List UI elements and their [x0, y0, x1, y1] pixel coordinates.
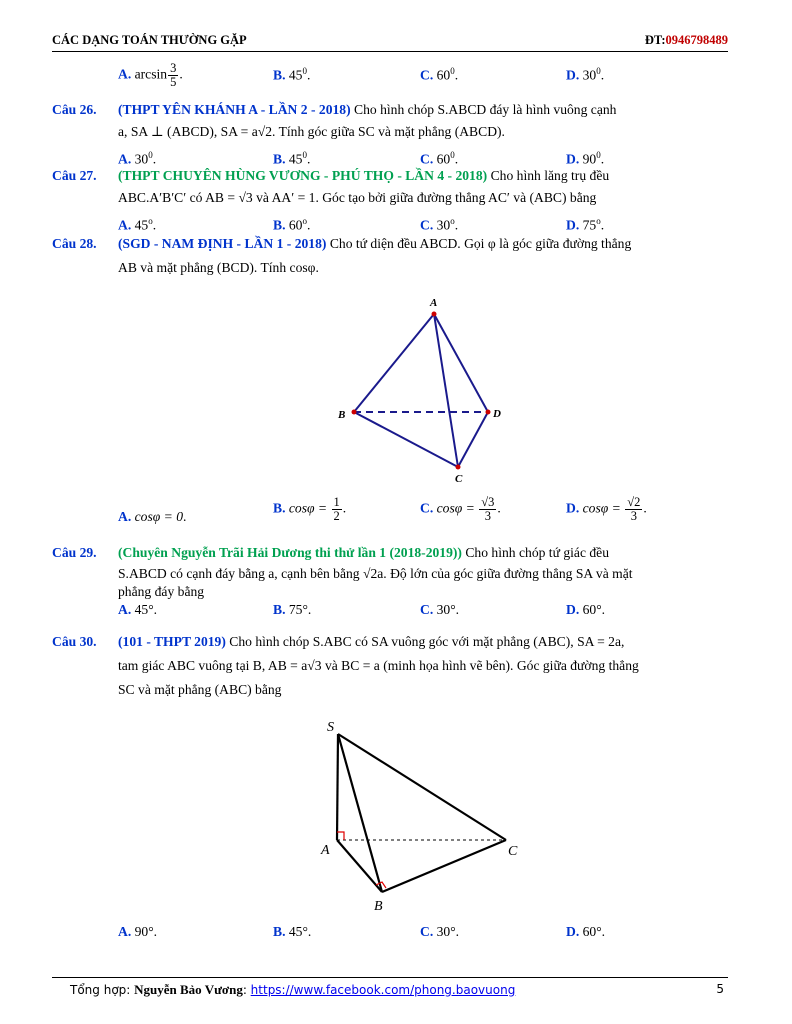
q29-option-c: C. 30°. [420, 602, 460, 617]
q28-option-a: A. cosφ = 0. [118, 509, 187, 524]
facebook-link[interactable]: https://www.facebook.com/phong.baovuong [250, 983, 516, 997]
q29-line2: S.ABCD có cạnh đáy bằng a, cạnh bên bằng √2a. Độ lớn của góc giữa đường thẳng SA và mặt [118, 566, 633, 581]
header-title: CÁC DẠNG TOÁN THƯỜNG GẶP [52, 33, 247, 47]
page-number: 5 [716, 982, 724, 996]
q27-line2: ABC.A′B′C′ có AB = √3 và AA′ = 1. Góc tạo bởi giữa đường thẳng AC′ và (ABC) bằng [118, 190, 597, 205]
label-s: S [327, 720, 334, 735]
q28-option-b: B. cosφ = $\frac{1}{2}$ . [273, 495, 347, 523]
footer-credit: Tổng hợp: Nguyễn Bảo Vương: https://www.facebook.com/phong.baovuong [70, 982, 516, 997]
q30-pyramid-figure [310, 712, 530, 912]
q30-label: Câu 30. [52, 634, 97, 649]
q25-option-c: C. $60^0$. [420, 66, 459, 83]
label-b: B [338, 409, 346, 421]
q28-option-c: C. cosφ = $\frac{√3}{3}$ . [420, 495, 501, 523]
edge-sa [337, 734, 338, 840]
q27-label: Câu 27. [52, 168, 97, 183]
q29-line1: (Chuyên Nguyễn Trãi Hải Dương thi thử lần 1 (2018-2019)) Cho hình chóp tứ giác đều [118, 545, 610, 560]
q29-line3: phẳng đáy bằng [118, 584, 205, 599]
q25-option-d: D. $30^0$. [566, 66, 605, 83]
q27-option-d: D. 75$^o$. [566, 216, 605, 233]
q26-line2: a, SA ⊥ (ABCD), SA = a√2. Tính góc giữa SC và mặt phẳng (ABCD). [118, 124, 505, 139]
q27-option-a: A. 45$^o$. [118, 216, 157, 233]
q30-option-c: C. 30°. [420, 924, 460, 939]
vertex-d [486, 410, 491, 415]
q28-tetrahedron-figure [330, 292, 510, 484]
q28-line1: (SGD - NAM ĐỊNH - LẦN 1 - 2018) Cho tứ diện đều ABCD. Gọi φ là góc giữa đường thẳng [118, 236, 632, 251]
q27-line1: (THPT CHUYÊN HÙNG VƯƠNG - PHÚ THỌ - LẦN 4 - 2018) Cho hình lăng trụ đều [118, 168, 610, 183]
q27-option-b: B. 60$^o$. [273, 216, 311, 233]
vertex-b [352, 410, 357, 415]
q29-label: Câu 29. [52, 545, 97, 560]
page-header [52, 30, 728, 52]
q26-option-a: A. $30^0$. [118, 150, 157, 167]
q29-option-b: B. 75°. [273, 602, 312, 617]
q30-option-b: B. 45°. [273, 924, 312, 939]
q30-line2: tam giác ABC vuông tại B, AB = a√3 và BC = a (minh họa hình vẽ bên). Góc giữa đường thẳng [118, 658, 639, 673]
edge-bc [382, 840, 506, 892]
q26-option-c: C. $60^0$. [420, 150, 459, 167]
q25-option-b: B. $45^0$. [273, 66, 311, 83]
q28-line2: AB và mặt phẳng (BCD). Tính cosφ. [118, 260, 319, 275]
q28-label: Câu 28. [52, 236, 97, 251]
label-c: C [508, 844, 518, 859]
vertex-c [456, 465, 461, 470]
q30-option-a: A. 90°. [118, 924, 158, 939]
label-c: C [455, 473, 463, 484]
label-d: D [493, 408, 501, 420]
q25-option-a: A. arcsin $\frac{3}{5}$ . [118, 61, 183, 89]
q26-label: Câu 26. [52, 102, 97, 117]
q26-option-b: B. $45^0$. [273, 150, 311, 167]
page-footer [52, 977, 728, 1001]
label-a: A [430, 297, 438, 309]
vertex-a [432, 312, 437, 317]
q30-line1: (101 - THPT 2019) Cho hình chóp S.ABC có SA vuông góc với mặt phẳng (ABC), SA = 2a, [118, 634, 625, 649]
label-b: B [374, 899, 383, 912]
q27-option-c: C. 30$^o$. [420, 216, 459, 233]
q30-option-d: D. 60°. [566, 924, 606, 939]
q28-option-d: D. cosφ = $\frac{√2}{3}$ . [566, 495, 647, 523]
q29-option-a: A. 45°. [118, 602, 158, 617]
q26-line1: (THPT YÊN KHÁNH A - LẦN 2 - 2018) Cho hình chóp S.ABCD đáy là hình vuông cạnh [118, 102, 617, 117]
q26-option-d: D. $90^0$. [566, 150, 605, 167]
header-phone: ĐT:0946798489 [644, 33, 728, 47]
edge-bc [354, 412, 458, 467]
q30-line3: SC và mặt phẳng (ABC) bằng [118, 682, 282, 697]
label-a: A [321, 843, 330, 858]
q29-option-d: D. 60°. [566, 602, 606, 617]
edge-ab [354, 314, 434, 412]
edge-cd [458, 412, 488, 467]
